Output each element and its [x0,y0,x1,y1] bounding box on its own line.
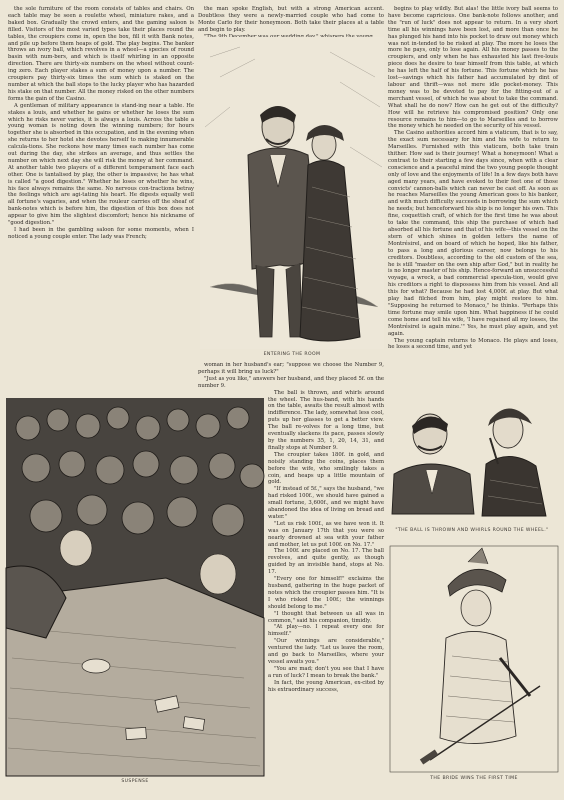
caption-bride-wins: THE BRIDE WINS THE FIRST TIME [430,776,518,781]
caption-suspense: SUSPENSE [121,779,149,784]
paragraph: A gentleman of military appearance is stand-ing near a table. He stakes a louis, and whether he gains or whether he loses the sum which he risks never varies, it is always a louis. Across the table a young woman is noting down the winning numbers; for hours together she is absorbed in this occupation, and in the evening when she returns to her hotel she devotes herself to making innumerable calcula-tions. She reckons how many times each number has come out during the day, she strikes an average, and thus settles the number on which next day she will risk the money at her command. At another table two players of a different temperament face each other. One is tantalised by play, the other is impassive; he has what is called "a good digestion." Whether he loses or whether he wins, his face always remains the same. No nervous con-tractions betray the feelings which are agi-tating his heart. He digests equally well all fortune's vagaries, and when the rouleur carries off the sheaf of bank-notes which is before him, the digestion of this box does not appear to give him the slightest discomfort; hence his nickname of "good digestion." [8,102,194,227]
paragraph: The ball is thrown, and whirls around the wheel. The hus-band, with his hands on the table, awaits the result almost with indifference. The lady, somewhat less cool, puts up her glasses to get a better view. The ball re-volves for a long time, but eventually slackens its pace, passes slowly by the numbers 35, 1, 20, 14, 31, and finally stops at Number 9. [268,389,384,451]
paragraph: "Our winnings are considerable," ventured the lady. "Let us leave the room, and go back to Marseilles, where your vessel awaits you." [268,638,384,665]
illustration-ball-thrown [386,384,558,526]
caption-entering-the-room: ENTERING THE ROOM [263,352,321,357]
paragraph: "Just as you like," answers her husband, and they placed 5f. on the number 9. [198,375,384,389]
paragraph: The 100f. are placed on No. 17. The ball revolves, and quite gently, as though guided by an invisible hand, stops at No. 17. [268,548,384,576]
paragraph: I had been in the gambling saloon for some moments, when I noticed a young couple enter. The lady was French; [8,227,194,240]
paragraph: In fact, the young American, ex-cited by his extraordinary success, [268,679,384,693]
paragraph: The young captain returns to Monaco. He plays and loses, he loses a second time, and yet [388,337,558,351]
paragraph: the sole furniture of the room consists of tables and chairs. On each table may be seen a roulette wheel, miniature rakes, and a baked box. Gradually the crowd enters, and the gaming saloon is filled. Visitors of the most varied types take their places round the tables, the croupiers come in, open the box, fill it with Bank notes, and pile up before them heaps of gold. The play begins. The banker throws an ivory ball, which revolves in a wheel—a species of round basin with num-bers, and which is itself whirling in an opposite direction. There are thirty-six numbers on the wheel without count-ing zero. Each player stakes a sum of money upon a number. The croupiers pay thirty-six times the sum which is staked on the number at which the ball stops to the lucky player who has hazarded his stake on that number. All the money risked on the other numbers forms the gain of the Casino. [8,6,194,102]
bride-engraving-icon [390,546,558,772]
article-column-2-top [198,6,384,36]
paragraph: begins to play wildly. But alas! the little ivory ball seems to have become capricious. One bank-note follows another, and the "run of luck" does not appear to return. In a very short time all his winnings have been lost, and more than once he has plunged his hand into his pocket to draw out money which was not in-tended to be risked at play. The more he loses the more he pays, only to lose again. All his money passes to the croupiers, and only when he has exhausted his last five-louis piece does he desire to tear himself from this table, at which he has left the half of his fortune. This fortune which he has lost—savings which his father had accumulated by dint of labour and thrift—was not mere idle pocket-money. This money was to be devoted to pay for the fitting-out of a merchant vessel, of which he was about to take the command. What shall he do now? How can he get out of the difficulty? How will he retrieve his compromised position? Only one resource remains to him—to go to Marseilles and to borrow the money which he needed on the security of his vessel. [388,6,558,130]
entering-engraving-icon [200,37,384,349]
caption-ball-thrown: "THE BALL IS THROWN AND WHIRLS ROUND THE WHEEL." [395,528,549,533]
paragraph: The Casino authorities accord him a viaticum, that is to say, the exact sum necessary for him and his wife to return to Marseilles. Furnished with this viaticum, both take train thither. How sad is their journey! What a honeymoon! What a contrast to their starting a few days since, when with a clear conscience and a peaceful mind the two young people thought only of love and the enjoyments of life! In a few days both have aged many years, and have evoked to their feet one of those convicts' cannon-balls which can never be cast off. As soon as he reaches Marseilles the young American goes to his banker, and with much difficulty succeeds in borrowing the sum which he needs; but henceforward his ship is no longer his own. This fine, coquettish craft, of which for the first time he was about to take the command, this ship the purchase of which had absorbed all his fortune and that of his wife—this vessel on the stern of which shines in golden letters the name of Montrésirel, and on board of which he hoped, like his father, to pass a long and glorious career, now belongs to his creditors. Doubtless, according to the old custom of the sea, he is still "master on the own ship after God," but in reality he is no longer master of his ship. Hence-forward an unsuccessful voyage, a wreck, a bad commercial specula-tion, would give his creditors a right to dispossess him from his vessel. And all this for what? Because he had lost 4,000f. at play. But what play had filched from him, play might restore to him. "Supposing he returned to Monaco," he thinks. "Perhaps this time fortune may smile upon him. What happiness if he could come home and tell his wife, 'I have regained all my losses, the Montrésirel is again mine.'" Yes, he must play again, and yet again. [388,130,558,337]
paragraph: "I thought that between us all was in common," said his companion, timidly. [268,610,384,624]
paragraph: "Every one for himself!" exclaims the husband, gathering in the huge packet of notes which the croupier passes him. "It is I who risked the 100f.; the winnings should belong to me." [268,576,384,610]
article-column-3 [388,6,558,376]
paragraph: The croupier takes 180f. in gold, and noisily standing the coins, places them before the wife, who smilingly takes a coin, and heaps up a little mountain of gold. [268,451,384,486]
paragraph: woman in her husband's ear; "suppose we choose the Number 9, perhaps it will bring us luck?" [198,362,384,375]
paragraph: "If instead of 5f.," says the husband, "we had risked 100f., we should have gained a small fortune, 3,600f., and we might have abandoned the idea of living on bread and water." [268,486,384,520]
article-column-1 [8,6,194,371]
illustration-entering-the-room [200,37,384,349]
ball-thrown-engraving-icon [386,384,558,526]
paragraph: "You are mad; don't you see that I have a run of luck? I mean to break the bank." [268,665,384,679]
illustration-suspense [6,398,264,776]
paragraph: the man spoke English, but with a strong American accent. Doubtless they were a newly-married couple who had come to Monte Carlo for their honeymoon. Both take their places at a table and begin to play. [198,6,384,33]
paragraph: "At play—no. I repeat every one for himself." [268,624,384,638]
suspense-engraving-icon [6,398,264,776]
illustration-bride-wins [390,546,558,772]
paragraph: "Let us risk 100f., as we have won it. It was on January 17th that you were so nearly drowned at sea with your father and mother, let us put 100f. on No. 17." [268,520,384,548]
